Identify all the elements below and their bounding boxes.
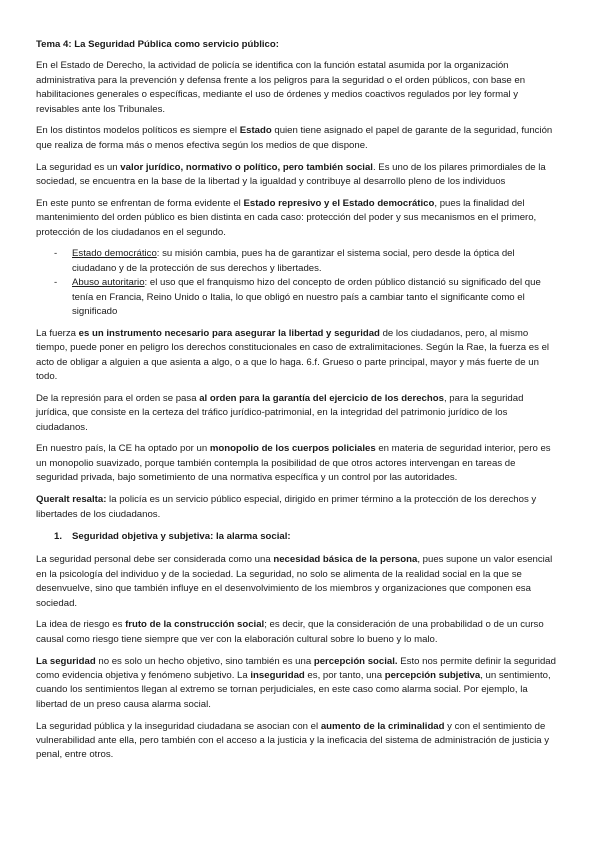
bold-text: necesidad básica de la persona <box>273 554 418 566</box>
text-run: La seguridad es un <box>36 161 121 173</box>
bold-text: es un instrumento necesario para asegurar la libertad y seguridad <box>78 327 380 339</box>
text-run: La seguridad personal debe ser considerada como una <box>36 554 274 566</box>
text-run: ; es decir, que la consideración de una probabilidad o de un curso causal como riesgo tiene siempre que ver con la elaboración cultural sobre lo bueno y lo malo. <box>36 619 544 645</box>
dash-bullet: - <box>54 277 58 289</box>
dash-bullet: - <box>54 248 58 260</box>
text-run: , pues la finalidad del mantenimiento del orden público es bien distinta en cada caso: protección del poder y sus mecanismos en el primero, protección de los ciudadanos en el segundo. <box>36 197 537 238</box>
paragraph-text: En el Estado de Derecho, la actividad de policía se identifica con la función estatal asumida por la organización administrativa para la prevención y defensa frente a los peligros para la seguridad o el orden públicos, con base en habilitaciones generales o específicas, mediante el uso de órdenes y medios coactivos regulados por ley formal y revisables ante los Tribunales. <box>36 60 526 115</box>
text-run: La fuerza <box>36 327 79 339</box>
list-item-text: : su misión cambia, pues ha de garantizar el sistema social, pero desde la óptica del ciudadano y de la protección de sus derechos y libertades. <box>72 248 515 274</box>
bold-text: La seguridad <box>36 655 96 667</box>
list-item <box>54 276 558 319</box>
text-run: En nuestro país, la CE ha optado por un <box>36 443 210 455</box>
title-text: Tema 4: La Seguridad Pública como servicio público: <box>36 39 279 50</box>
bold-text: al orden para la garantía del ejercicio de los derechos <box>199 392 444 404</box>
bold-text: valor jurídico, normativo o político, pero también social <box>120 161 373 173</box>
list-item-text: : el uso que el franquismo hizo del concepto de orden público distanció su significado del que tenía en Francia, Reino Unido o Italia, lo que obligó en nuestro país a cambiar tanto el significante como el significado <box>72 277 541 318</box>
dash-list <box>36 247 558 319</box>
bold-text: inseguridad <box>250 669 305 681</box>
text-run: quien tiene asignado el papel de garante de la seguridad, función que realiza de forma más o menos efectiva según los medios de que dispone. <box>36 125 553 151</box>
text-run: no es solo un hecho objetivo, sino también es una <box>95 655 314 667</box>
paragraph-represion-orden <box>36 392 558 435</box>
text-run: En los distintos modelos políticos es siempre el <box>36 125 240 137</box>
text-run: Esto nos permite definir la seguridad como evidencia objetiva y fenómeno subjetivo. La <box>36 655 556 681</box>
text-run: La seguridad pública y la inseguridad ciudadana se asocian con el <box>36 720 321 732</box>
bold-text: Estado represivo y el Estado democrático <box>243 197 435 209</box>
text-run: , para la seguridad jurídica, que consiste en la certeza del tráfico jurídico-patrimonial, en la integridad del patrimonio jurídico de los ciudadanos. <box>36 392 524 433</box>
bold-text: percepción social. <box>313 655 398 667</box>
bold-text: percepción subjetiva <box>384 669 481 681</box>
paragraph-queralt <box>36 493 558 522</box>
underlined-term: Estado democrático <box>72 248 157 260</box>
paragraph-policia-estado-derecho <box>36 59 558 117</box>
section-label: Seguridad objetiva y subjetiva: la alarma social: <box>72 530 291 542</box>
text-run: , pues supone un valor esencial en la psicología del individuo y de la sociedad. La seguridad, no solo se alimenta de la realidad social en la que se desenvuelve, sino que también influye en el desenvolvimiento de los miembros y organizaciones que componen esa sociedad. <box>36 554 553 609</box>
text-run: , un sentimiento, cuando los sentimientos llegan al extremo se tornan perjudiciales, en este caso como alarma social. Por ejemplo, la libertad de un preso causa alarma social. <box>36 669 551 710</box>
paragraph-monopolio <box>36 442 558 485</box>
document-title <box>36 38 558 52</box>
text-run: y con el sentimiento de vulnerabilidad ante ella, pero también con el acceso a la justicia y la ineficacia del sistema de administración de justicia y penal, entre otros. <box>36 720 550 761</box>
text-run: De la represión para el orden se pasa <box>36 392 200 404</box>
bold-text: Estado <box>239 125 272 137</box>
list-item <box>54 247 558 276</box>
paragraph-valor-juridico <box>36 161 558 190</box>
text-run: la policía es un servicio público especial, dirigido en primer término a la protección de los derechos y libertades de los ciudadanos. <box>36 494 537 520</box>
section-heading <box>54 530 558 544</box>
underlined-term: Abuso autoritario <box>72 277 145 289</box>
paragraph-estado-garante <box>36 124 558 153</box>
text-run: en materia de seguridad interior, pero es un monopolio suavizado, porque también contempla la posibilidad de que otros actores intervengan en tareas de seguridad privada, bajo sometimiento de una normativa específica y un control por las autoridades. <box>36 443 551 484</box>
paragraph-riesgo <box>36 618 558 647</box>
paragraph-percepcion-social <box>36 655 558 713</box>
bold-text: fruto de la construcción social <box>125 619 265 631</box>
paragraph-fuerza <box>36 327 558 385</box>
bold-text: aumento de la criminalidad <box>320 720 445 732</box>
paragraph-inseguridad-ciudadana <box>36 720 558 763</box>
text-run: La idea de riesgo es <box>36 619 126 631</box>
bold-text: Queralt resalta: <box>36 494 107 506</box>
text-run: En este punto se enfrentan de forma evidente el <box>36 197 244 209</box>
section-number: 1. <box>54 530 63 542</box>
text-run: . Es uno de los pilares primordiales de la sociedad, se encuentra en la base de la libertad y la igualdad y contribuye al desarrollo pleno de los individuos <box>36 161 546 188</box>
paragraph-necesidad-basica <box>36 553 558 611</box>
paragraph-estado-represivo-democratico <box>36 197 558 240</box>
text-run: es, por tanto, una <box>304 669 385 681</box>
section-heading-list <box>36 530 558 544</box>
bold-text: monopolio de los cuerpos policiales <box>209 443 376 455</box>
text-run: de los ciudadanos, pero, al mismo tiempo, puede poner en peligro los derechos constitucionales en caso de extralimitaciones. Según la Rae, la fuerza es el acto de obligar a alguien a que asienta a algo, o a que lo haga. 6.f. Grueso o parte principal, mayor y más fuerte de un todo. <box>36 327 550 383</box>
